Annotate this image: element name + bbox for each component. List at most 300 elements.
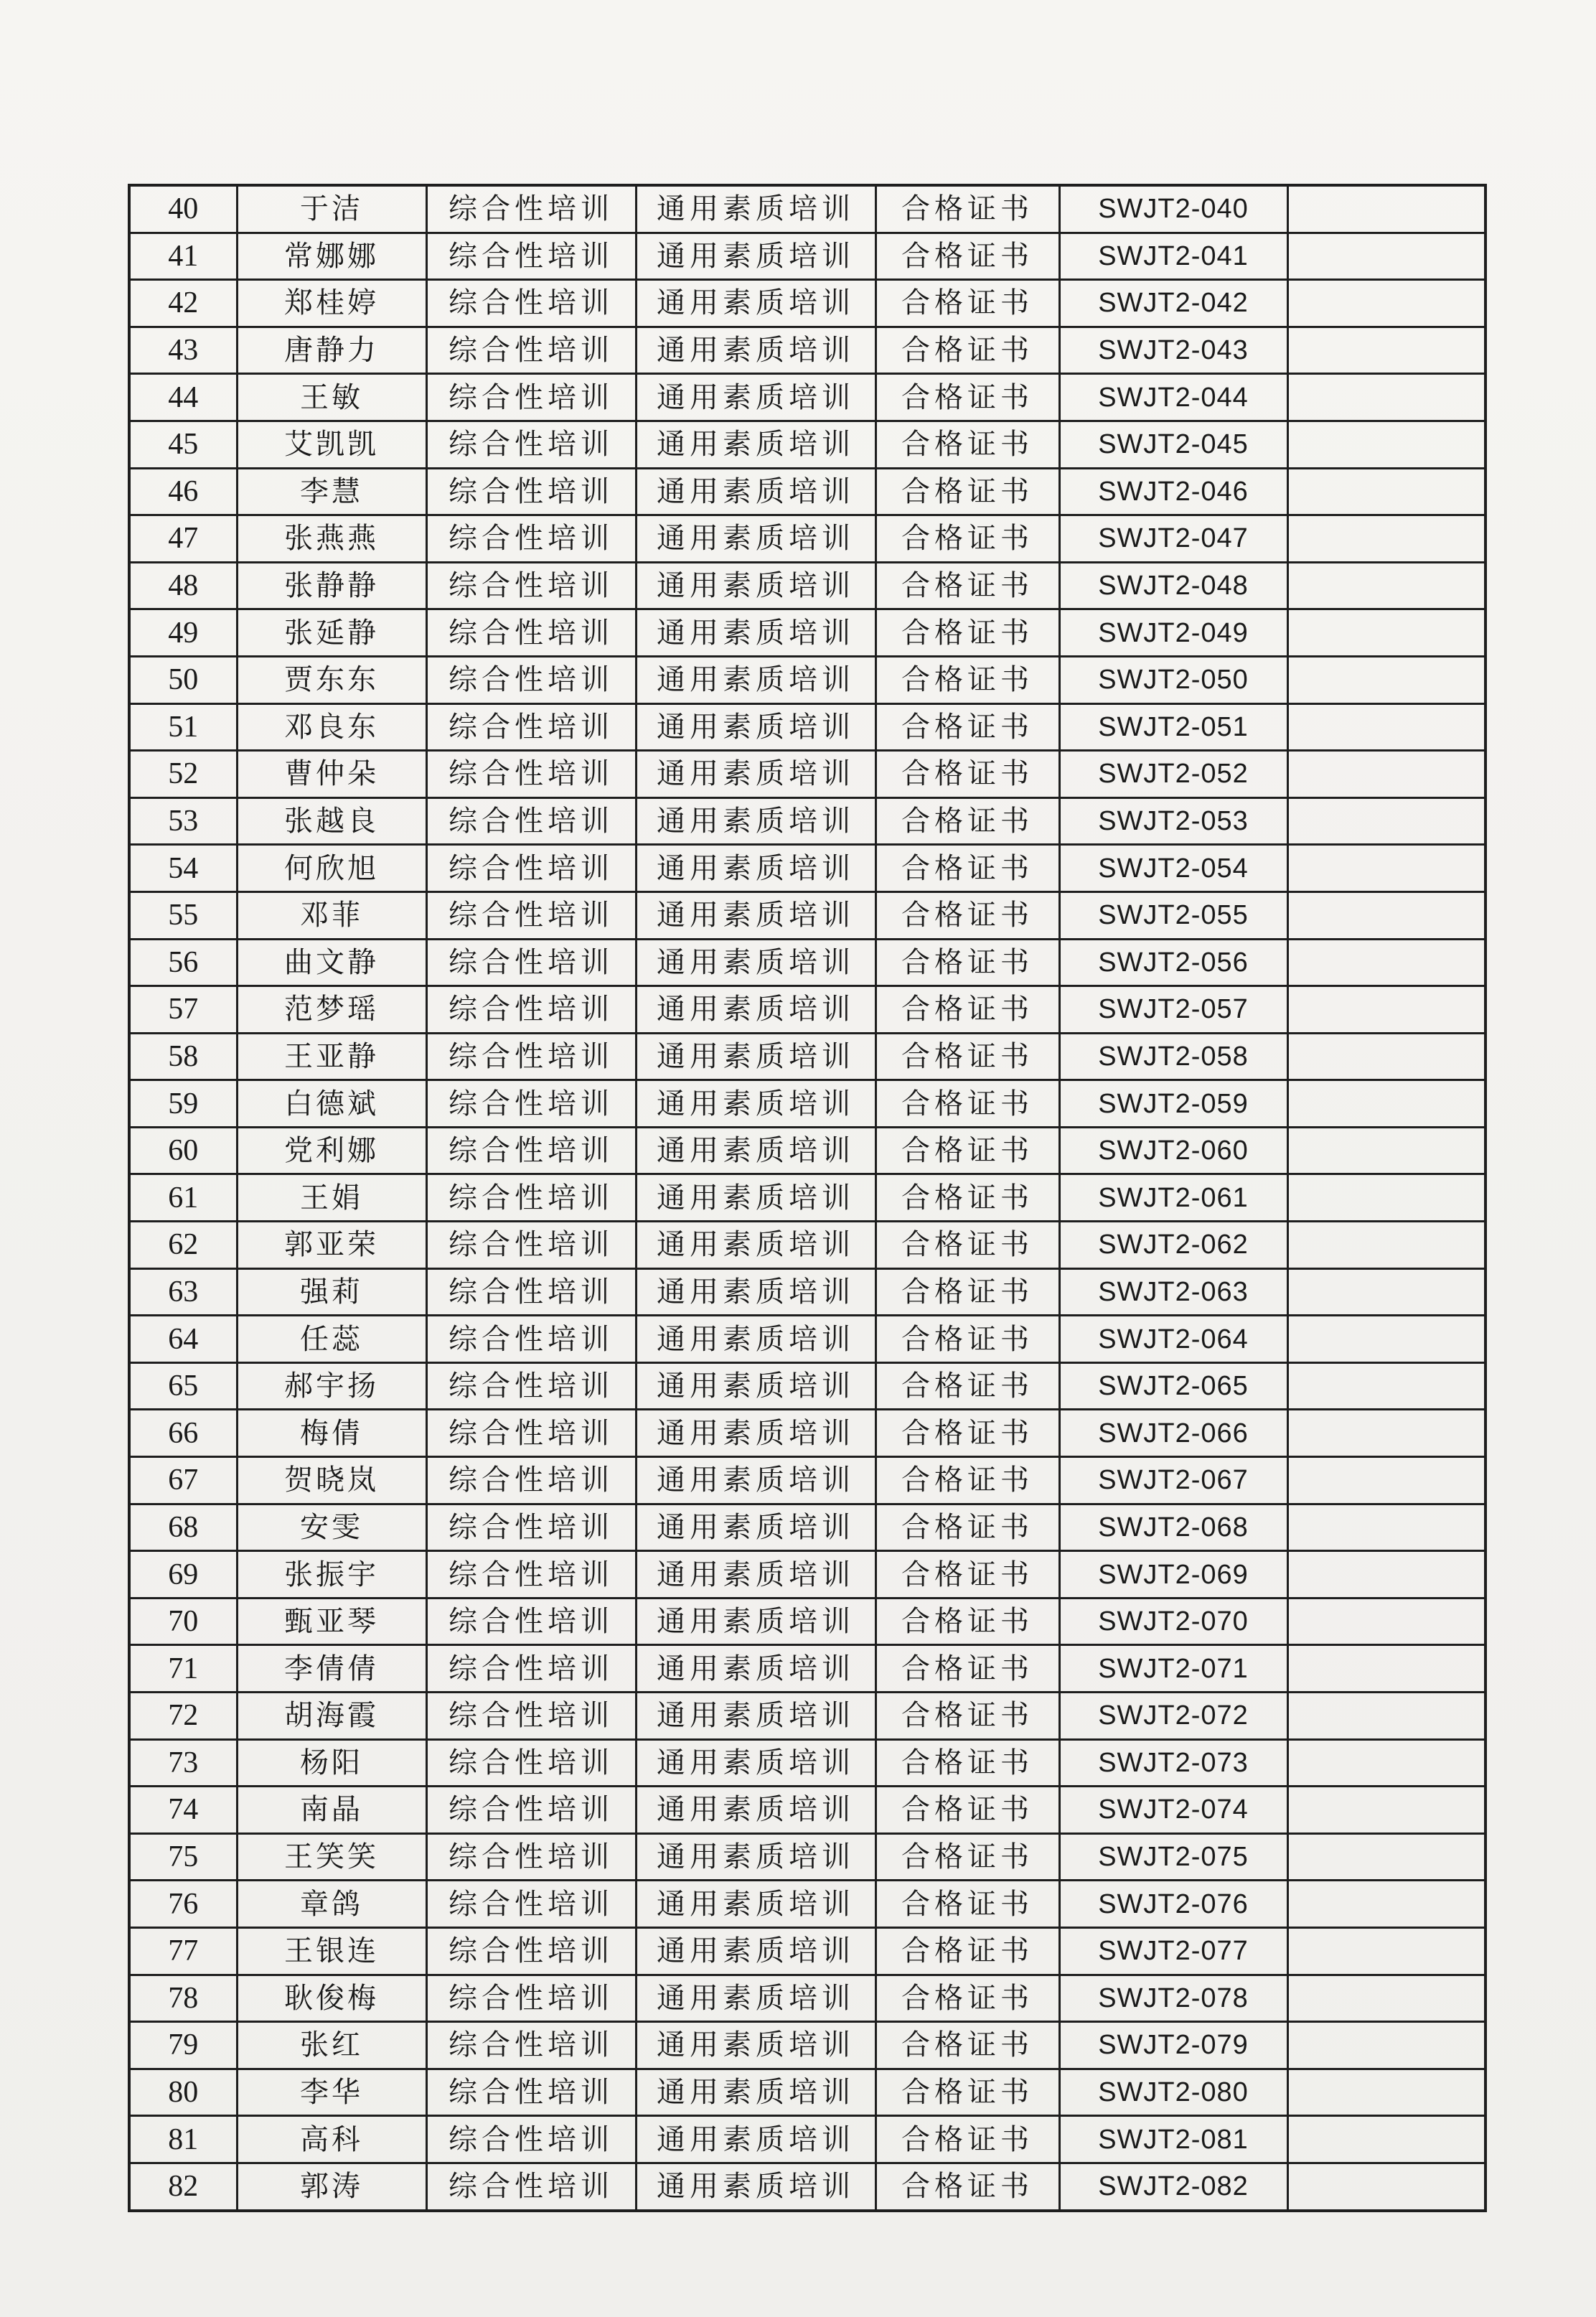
training-category-cell: 综合性培训 (426, 891, 636, 939)
row-number-cell: 72 (129, 1693, 237, 1740)
certificate-code-cell: SWJT2-052 (1059, 751, 1287, 798)
trainee-name-cell: 王笑笑 (237, 1833, 426, 1881)
table-row (129, 1127, 1485, 1174)
certificate-code-cell: SWJT2-068 (1059, 1504, 1287, 1551)
row-number-cell: 61 (129, 1174, 237, 1222)
table-row (129, 1080, 1485, 1128)
certificate-type-cell: 合格证书 (876, 468, 1059, 515)
remark-cell (1287, 2022, 1485, 2069)
course-name-cell: 通用素质培训 (636, 1316, 876, 1363)
table-row (129, 656, 1485, 703)
training-category-cell: 综合性培训 (426, 2022, 636, 2069)
row-number-cell: 68 (129, 1504, 237, 1551)
remark-cell (1287, 1410, 1485, 1457)
course-name-cell: 通用素质培训 (636, 374, 876, 421)
remark-cell (1287, 1598, 1485, 1645)
certificate-type-cell: 合格证书 (876, 421, 1059, 468)
training-category-cell: 综合性培训 (426, 1127, 636, 1174)
row-number-cell: 81 (129, 2116, 237, 2163)
remark-cell (1287, 939, 1485, 986)
table-row (129, 1693, 1485, 1740)
course-name-cell: 通用素质培训 (636, 797, 876, 845)
row-number-cell: 48 (129, 562, 237, 609)
table-row (129, 1739, 1485, 1787)
trainee-name-cell: 郭涛 (237, 2163, 426, 2210)
table-row (129, 1645, 1485, 1693)
remark-cell (1287, 280, 1485, 327)
row-number-cell: 77 (129, 1927, 237, 1975)
certificate-roster-table (128, 184, 1487, 2212)
certificate-code-cell: SWJT2-061 (1059, 1174, 1287, 1222)
training-category-cell: 综合性培训 (426, 1739, 636, 1787)
remark-cell (1287, 1504, 1485, 1551)
trainee-name-cell: 李倩倩 (237, 1645, 426, 1693)
table-row (129, 939, 1485, 986)
trainee-name-cell: 张振宇 (237, 1551, 426, 1599)
training-category-cell: 综合性培训 (426, 2069, 636, 2116)
training-category-cell: 综合性培训 (426, 185, 636, 233)
table-row (129, 421, 1485, 468)
course-name-cell: 通用素质培训 (636, 1457, 876, 1504)
training-category-cell: 综合性培训 (426, 1457, 636, 1504)
remark-cell (1287, 1127, 1485, 1174)
training-category-cell: 综合性培训 (426, 1551, 636, 1599)
table-row (129, 845, 1485, 892)
certificate-code-cell: SWJT2-050 (1059, 656, 1287, 703)
certificate-code-cell: SWJT2-077 (1059, 1927, 1287, 1975)
remark-cell (1287, 1033, 1485, 1080)
training-category-cell: 综合性培训 (426, 1504, 636, 1551)
row-number-cell: 54 (129, 845, 237, 892)
certificate-code-cell: SWJT2-070 (1059, 1598, 1287, 1645)
trainee-name-cell: 党利娜 (237, 1127, 426, 1174)
certificate-type-cell: 合格证书 (876, 1457, 1059, 1504)
training-category-cell: 综合性培训 (426, 1033, 636, 1080)
table-row (129, 327, 1485, 374)
training-category-cell: 综合性培训 (426, 233, 636, 280)
certificate-code-cell: SWJT2-041 (1059, 233, 1287, 280)
trainee-name-cell: 张静静 (237, 562, 426, 609)
certificate-type-cell: 合格证书 (876, 1927, 1059, 1975)
course-name-cell: 通用素质培训 (636, 1975, 876, 2022)
certificate-code-cell: SWJT2-051 (1059, 703, 1287, 751)
certificate-code-cell: SWJT2-076 (1059, 1881, 1287, 1928)
row-number-cell: 80 (129, 2069, 237, 2116)
trainee-name-cell: 王敏 (237, 374, 426, 421)
row-number-cell: 75 (129, 1833, 237, 1881)
remark-cell (1287, 1833, 1485, 1881)
roster-body (129, 185, 1485, 2211)
trainee-name-cell: 李慧 (237, 468, 426, 515)
remark-cell (1287, 2116, 1485, 2163)
course-name-cell: 通用素质培训 (636, 703, 876, 751)
course-name-cell: 通用素质培训 (636, 2069, 876, 2116)
certificate-code-cell: SWJT2-045 (1059, 421, 1287, 468)
trainee-name-cell: 王亚静 (237, 1033, 426, 1080)
certificate-code-cell: SWJT2-056 (1059, 939, 1287, 986)
table-row (129, 891, 1485, 939)
certificate-code-cell: SWJT2-078 (1059, 1975, 1287, 2022)
course-name-cell: 通用素质培训 (636, 1645, 876, 1693)
course-name-cell: 通用素质培训 (636, 2022, 876, 2069)
remark-cell (1287, 1927, 1485, 1975)
row-number-cell: 78 (129, 1975, 237, 2022)
trainee-name-cell: 何欣旭 (237, 845, 426, 892)
certificate-code-cell: SWJT2-073 (1059, 1739, 1287, 1787)
trainee-name-cell: 唐静力 (237, 327, 426, 374)
certificate-type-cell: 合格证书 (876, 703, 1059, 751)
course-name-cell: 通用素质培训 (636, 2163, 876, 2210)
row-number-cell: 71 (129, 1645, 237, 1693)
trainee-name-cell: 张越良 (237, 797, 426, 845)
row-number-cell: 46 (129, 468, 237, 515)
certificate-code-cell: SWJT2-046 (1059, 468, 1287, 515)
training-category-cell: 综合性培训 (426, 1316, 636, 1363)
training-category-cell: 综合性培训 (426, 1881, 636, 1928)
certificate-type-cell: 合格证书 (876, 1787, 1059, 1834)
training-category-cell: 综合性培训 (426, 656, 636, 703)
row-number-cell: 56 (129, 939, 237, 986)
training-category-cell: 综合性培训 (426, 986, 636, 1034)
certificate-type-cell: 合格证书 (876, 1362, 1059, 1410)
certificate-type-cell: 合格证书 (876, 797, 1059, 845)
course-name-cell: 通用素质培训 (636, 1598, 876, 1645)
trainee-name-cell: 郭亚荣 (237, 1222, 426, 1269)
row-number-cell: 50 (129, 656, 237, 703)
certificate-type-cell: 合格证书 (876, 609, 1059, 657)
certificate-type-cell: 合格证书 (876, 2069, 1059, 2116)
row-number-cell: 44 (129, 374, 237, 421)
course-name-cell: 通用素质培训 (636, 891, 876, 939)
certificate-code-cell: SWJT2-066 (1059, 1410, 1287, 1457)
certificate-type-cell: 合格证书 (876, 233, 1059, 280)
trainee-name-cell: 任蕊 (237, 1316, 426, 1363)
table-row (129, 2069, 1485, 2116)
course-name-cell: 通用素质培训 (636, 1833, 876, 1881)
training-category-cell: 综合性培训 (426, 1787, 636, 1834)
training-category-cell: 综合性培训 (426, 374, 636, 421)
course-name-cell: 通用素质培训 (636, 1080, 876, 1128)
remark-cell (1287, 609, 1485, 657)
table-row (129, 1174, 1485, 1222)
course-name-cell: 通用素质培训 (636, 1787, 876, 1834)
trainee-name-cell: 于洁 (237, 185, 426, 233)
training-category-cell: 综合性培训 (426, 609, 636, 657)
trainee-name-cell: 邓良东 (237, 703, 426, 751)
trainee-name-cell: 曹仲朵 (237, 751, 426, 798)
remark-cell (1287, 515, 1485, 563)
certificate-code-cell: SWJT2-080 (1059, 2069, 1287, 2116)
training-category-cell: 综合性培训 (426, 562, 636, 609)
remark-cell (1287, 1975, 1485, 2022)
row-number-cell: 67 (129, 1457, 237, 1504)
table-row (129, 1975, 1485, 2022)
trainee-name-cell: 安雯 (237, 1504, 426, 1551)
trainee-name-cell: 艾凯凯 (237, 421, 426, 468)
course-name-cell: 通用素质培训 (636, 515, 876, 563)
training-category-cell: 综合性培训 (426, 1362, 636, 1410)
trainee-name-cell: 李华 (237, 2069, 426, 2116)
table-row (129, 1927, 1485, 1975)
table-row (129, 1457, 1485, 1504)
certificate-type-cell: 合格证书 (876, 327, 1059, 374)
remark-cell (1287, 1551, 1485, 1599)
course-name-cell: 通用素质培训 (636, 1739, 876, 1787)
remark-cell (1287, 1174, 1485, 1222)
certificate-type-cell: 合格证书 (876, 656, 1059, 703)
table-row (129, 2163, 1485, 2210)
row-number-cell: 41 (129, 233, 237, 280)
certificate-code-cell: SWJT2-067 (1059, 1457, 1287, 1504)
trainee-name-cell: 王娟 (237, 1174, 426, 1222)
certificate-type-cell: 合格证书 (876, 1410, 1059, 1457)
table-row (129, 1316, 1485, 1363)
row-number-cell: 52 (129, 751, 237, 798)
table-row (129, 280, 1485, 327)
row-number-cell: 64 (129, 1316, 237, 1363)
certificate-type-cell: 合格证书 (876, 1833, 1059, 1881)
table-row (129, 185, 1485, 233)
course-name-cell: 通用素质培训 (636, 1693, 876, 1740)
training-category-cell: 综合性培训 (426, 1645, 636, 1693)
course-name-cell: 通用素质培训 (636, 1551, 876, 1599)
certificate-code-cell: SWJT2-065 (1059, 1362, 1287, 1410)
row-number-cell: 79 (129, 2022, 237, 2069)
certificate-code-cell: SWJT2-071 (1059, 1645, 1287, 1693)
certificate-code-cell: SWJT2-057 (1059, 986, 1287, 1034)
remark-cell (1287, 1693, 1485, 1740)
training-category-cell: 综合性培训 (426, 1268, 636, 1316)
table-row (129, 1551, 1485, 1599)
table-row (129, 609, 1485, 657)
table-row (129, 233, 1485, 280)
certificate-type-cell: 合格证书 (876, 185, 1059, 233)
certificate-type-cell: 合格证书 (876, 2022, 1059, 2069)
training-category-cell: 综合性培训 (426, 1975, 636, 2022)
certificate-code-cell: SWJT2-058 (1059, 1033, 1287, 1080)
remark-cell (1287, 1881, 1485, 1928)
table-row (129, 1033, 1485, 1080)
course-name-cell: 通用素质培训 (636, 1504, 876, 1551)
training-category-cell: 综合性培训 (426, 327, 636, 374)
training-category-cell: 综合性培训 (426, 703, 636, 751)
trainee-name-cell: 郑桂婷 (237, 280, 426, 327)
certificate-type-cell: 合格证书 (876, 1316, 1059, 1363)
course-name-cell: 通用素质培训 (636, 1927, 876, 1975)
training-category-cell: 综合性培训 (426, 797, 636, 845)
table-row (129, 986, 1485, 1034)
remark-cell (1287, 233, 1485, 280)
certificate-code-cell: SWJT2-082 (1059, 2163, 1287, 2210)
certificate-type-cell: 合格证书 (876, 1739, 1059, 1787)
certificate-type-cell: 合格证书 (876, 515, 1059, 563)
remark-cell (1287, 1080, 1485, 1128)
trainee-name-cell: 梅倩 (237, 1410, 426, 1457)
row-number-cell: 73 (129, 1739, 237, 1787)
trainee-name-cell: 曲文静 (237, 939, 426, 986)
certificate-code-cell: SWJT2-049 (1059, 609, 1287, 657)
training-category-cell: 综合性培训 (426, 751, 636, 798)
row-number-cell: 62 (129, 1222, 237, 1269)
remark-cell (1287, 374, 1485, 421)
remark-cell (1287, 468, 1485, 515)
remark-cell (1287, 845, 1485, 892)
table-row (129, 797, 1485, 845)
remark-cell (1287, 1362, 1485, 1410)
remark-cell (1287, 1457, 1485, 1504)
table-row (129, 1362, 1485, 1410)
remark-cell (1287, 1787, 1485, 1834)
table-row (129, 1598, 1485, 1645)
certificate-code-cell: SWJT2-063 (1059, 1268, 1287, 1316)
certificate-type-cell: 合格证书 (876, 562, 1059, 609)
certificate-code-cell: SWJT2-075 (1059, 1833, 1287, 1881)
course-name-cell: 通用素质培训 (636, 1881, 876, 1928)
table-row (129, 1881, 1485, 1928)
row-number-cell: 63 (129, 1268, 237, 1316)
certificate-type-cell: 合格证书 (876, 1174, 1059, 1222)
table-row (129, 1410, 1485, 1457)
remark-cell (1287, 1739, 1485, 1787)
certificate-code-cell: SWJT2-042 (1059, 280, 1287, 327)
training-category-cell: 综合性培训 (426, 468, 636, 515)
trainee-name-cell: 章鸽 (237, 1881, 426, 1928)
course-name-cell: 通用素质培训 (636, 562, 876, 609)
certificate-type-cell: 合格证书 (876, 1693, 1059, 1740)
certificate-code-cell: SWJT2-074 (1059, 1787, 1287, 1834)
course-name-cell: 通用素质培训 (636, 280, 876, 327)
training-category-cell: 综合性培训 (426, 2116, 636, 2163)
trainee-name-cell: 杨阳 (237, 1739, 426, 1787)
certificate-code-cell: SWJT2-060 (1059, 1127, 1287, 1174)
trainee-name-cell: 郝宇扬 (237, 1362, 426, 1410)
certificate-type-cell: 合格证书 (876, 891, 1059, 939)
table-row (129, 468, 1485, 515)
certificate-code-cell: SWJT2-072 (1059, 1693, 1287, 1740)
certificate-type-cell: 合格证书 (876, 1033, 1059, 1080)
certificate-type-cell: 合格证书 (876, 986, 1059, 1034)
remark-cell (1287, 2163, 1485, 2210)
certificate-type-cell: 合格证书 (876, 1080, 1059, 1128)
table-row (129, 2022, 1485, 2069)
certificate-code-cell: SWJT2-044 (1059, 374, 1287, 421)
course-name-cell: 通用素质培训 (636, 2116, 876, 2163)
trainee-name-cell: 王银连 (237, 1927, 426, 1975)
training-category-cell: 综合性培训 (426, 1174, 636, 1222)
course-name-cell: 通用素质培训 (636, 1033, 876, 1080)
table-row (129, 1787, 1485, 1834)
certificate-code-cell: SWJT2-062 (1059, 1222, 1287, 1269)
trainee-name-cell: 南晶 (237, 1787, 426, 1834)
row-number-cell: 53 (129, 797, 237, 845)
trainee-name-cell: 范梦瑶 (237, 986, 426, 1034)
certificate-code-cell: SWJT2-079 (1059, 2022, 1287, 2069)
trainee-name-cell: 贾东东 (237, 656, 426, 703)
trainee-name-cell: 甄亚琴 (237, 1598, 426, 1645)
row-number-cell: 59 (129, 1080, 237, 1128)
trainee-name-cell: 张红 (237, 2022, 426, 2069)
course-name-cell: 通用素质培训 (636, 656, 876, 703)
certificate-code-cell: SWJT2-059 (1059, 1080, 1287, 1128)
certificate-code-cell: SWJT2-064 (1059, 1316, 1287, 1363)
course-name-cell: 通用素质培训 (636, 421, 876, 468)
row-number-cell: 65 (129, 1362, 237, 1410)
trainee-name-cell: 邓菲 (237, 891, 426, 939)
table-row (129, 751, 1485, 798)
certificate-code-cell: SWJT2-048 (1059, 562, 1287, 609)
training-category-cell: 综合性培训 (426, 1222, 636, 1269)
row-number-cell: 49 (129, 609, 237, 657)
trainee-name-cell: 张延静 (237, 609, 426, 657)
trainee-name-cell: 耿俊梅 (237, 1975, 426, 2022)
remark-cell (1287, 891, 1485, 939)
certificate-type-cell: 合格证书 (876, 374, 1059, 421)
course-name-cell: 通用素质培训 (636, 1410, 876, 1457)
training-category-cell: 综合性培训 (426, 515, 636, 563)
certificate-type-cell: 合格证书 (876, 1222, 1059, 1269)
certificate-type-cell: 合格证书 (876, 939, 1059, 986)
training-category-cell: 综合性培训 (426, 845, 636, 892)
course-name-cell: 通用素质培训 (636, 1222, 876, 1269)
table-row (129, 1504, 1485, 1551)
trainee-name-cell: 强莉 (237, 1268, 426, 1316)
trainee-name-cell: 贺晓岚 (237, 1457, 426, 1504)
training-category-cell: 综合性培训 (426, 1410, 636, 1457)
training-category-cell: 综合性培训 (426, 421, 636, 468)
remark-cell (1287, 421, 1485, 468)
table-row (129, 515, 1485, 563)
row-number-cell: 55 (129, 891, 237, 939)
certificate-code-cell: SWJT2-047 (1059, 515, 1287, 563)
remark-cell (1287, 1222, 1485, 1269)
certificate-type-cell: 合格证书 (876, 1881, 1059, 1928)
course-name-cell: 通用素质培训 (636, 986, 876, 1034)
course-name-cell: 通用素质培训 (636, 1174, 876, 1222)
table-row (129, 2116, 1485, 2163)
table-row (129, 1222, 1485, 1269)
row-number-cell: 45 (129, 421, 237, 468)
remark-cell (1287, 185, 1485, 233)
certificate-code-cell: SWJT2-069 (1059, 1551, 1287, 1599)
row-number-cell: 40 (129, 185, 237, 233)
remark-cell (1287, 562, 1485, 609)
course-name-cell: 通用素质培训 (636, 185, 876, 233)
training-category-cell: 综合性培训 (426, 1927, 636, 1975)
certificate-type-cell: 合格证书 (876, 1127, 1059, 1174)
certificate-type-cell: 合格证书 (876, 2116, 1059, 2163)
remark-cell (1287, 1268, 1485, 1316)
certificate-type-cell: 合格证书 (876, 1645, 1059, 1693)
certificate-code-cell: SWJT2-040 (1059, 185, 1287, 233)
row-number-cell: 51 (129, 703, 237, 751)
remark-cell (1287, 751, 1485, 798)
trainee-name-cell: 高科 (237, 2116, 426, 2163)
row-number-cell: 82 (129, 2163, 237, 2210)
training-category-cell: 综合性培训 (426, 1598, 636, 1645)
row-number-cell: 60 (129, 1127, 237, 1174)
course-name-cell: 通用素质培训 (636, 1127, 876, 1174)
course-name-cell: 通用素质培训 (636, 751, 876, 798)
row-number-cell: 58 (129, 1033, 237, 1080)
certificate-code-cell: SWJT2-081 (1059, 2116, 1287, 2163)
certificate-type-cell: 合格证书 (876, 280, 1059, 327)
certificate-type-cell: 合格证书 (876, 1268, 1059, 1316)
trainee-name-cell: 白德斌 (237, 1080, 426, 1128)
training-category-cell: 综合性培训 (426, 2163, 636, 2210)
row-number-cell: 70 (129, 1598, 237, 1645)
training-category-cell: 综合性培训 (426, 939, 636, 986)
training-category-cell: 综合性培训 (426, 1080, 636, 1128)
